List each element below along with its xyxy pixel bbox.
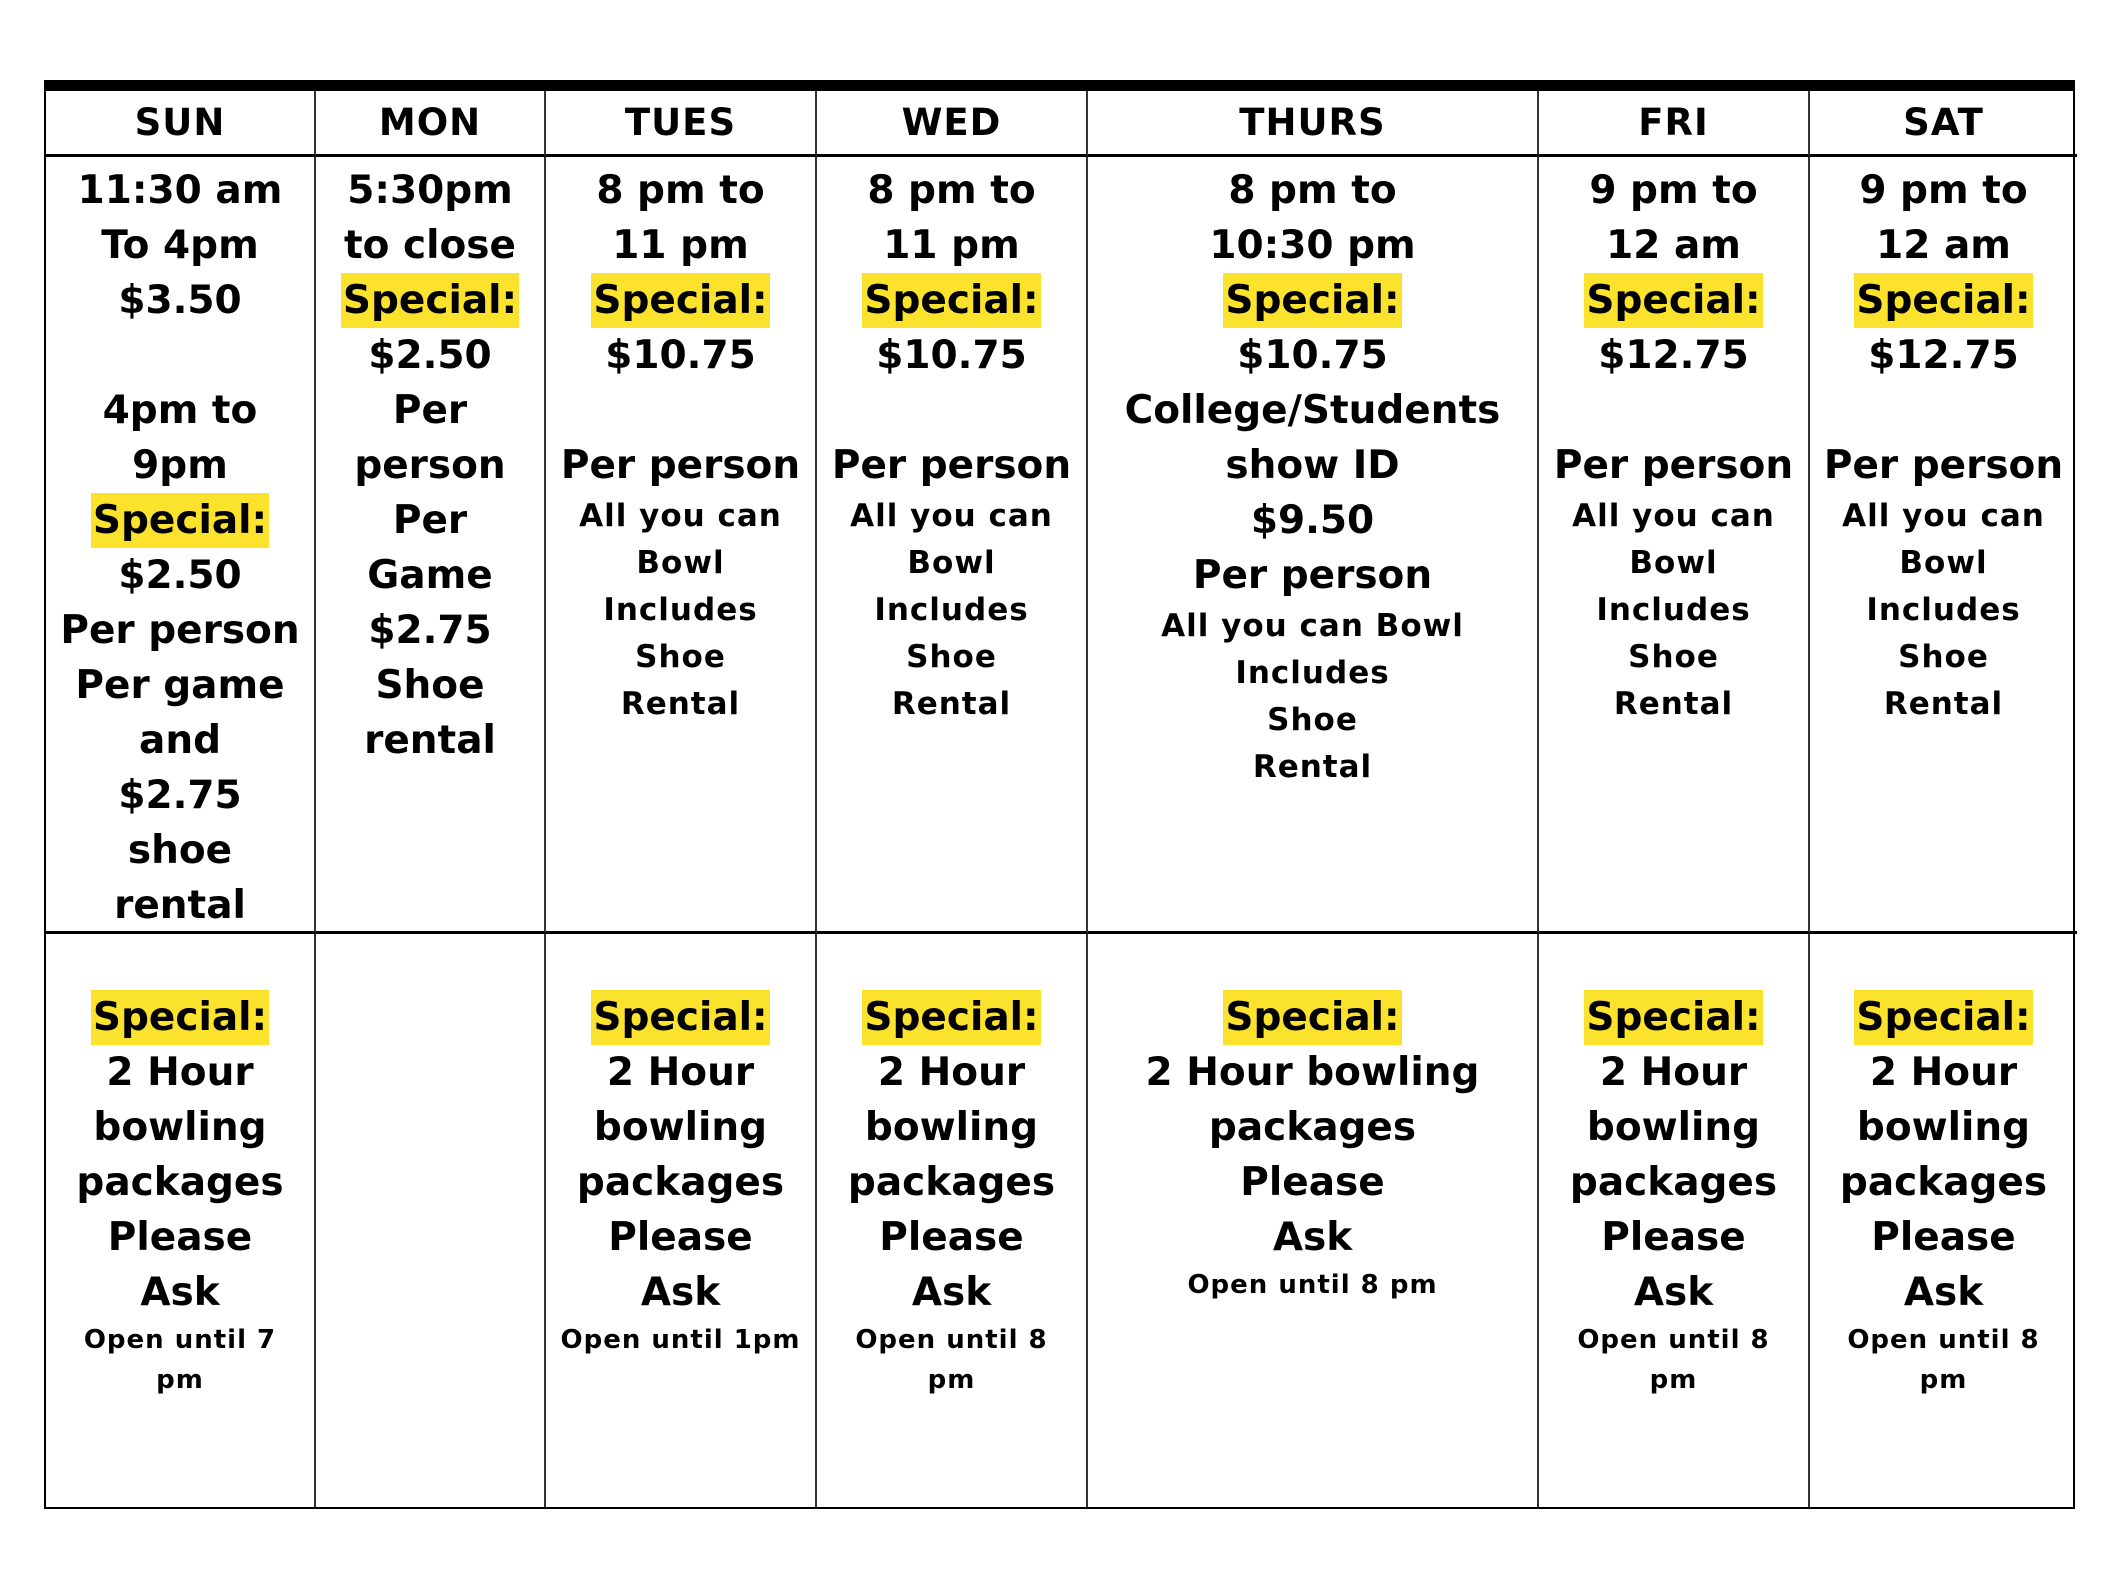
special-highlight: Special:	[591, 273, 769, 328]
schedule-line: Per person	[560, 443, 801, 488]
schedule-line: Shoe	[1267, 702, 1358, 738]
schedule-line: $9.50	[1250, 498, 1375, 543]
weekly-schedule-table	[44, 80, 2075, 1509]
schedule-line: 2 Hour	[106, 1050, 254, 1095]
schedule-line: $2.75	[118, 773, 242, 818]
schedule-line: bowling	[864, 1105, 1039, 1150]
schedule-line: Open until 1pm	[560, 1325, 801, 1355]
schedule-line: pm	[1919, 1365, 1968, 1395]
special-highlight: Special:	[1854, 990, 2032, 1045]
hours-pricing-cell-mon	[316, 157, 546, 934]
schedule-line: Shoe	[375, 663, 485, 708]
schedule-line: bowling	[1856, 1105, 2031, 1150]
schedule-line: 11 pm	[883, 223, 1020, 268]
schedule-line: 2 Hour	[877, 1050, 1026, 1095]
spacer	[46, 328, 314, 383]
schedule-line: $2.75	[368, 608, 492, 653]
schedule-line: Open until 7	[83, 1325, 277, 1355]
schedule-line: Please	[608, 1215, 753, 1260]
package-cell-thurs	[1088, 934, 1539, 1507]
package-cell-tues	[546, 934, 817, 1507]
special-highlight: Special:	[1223, 273, 1401, 328]
special-highlight: Special:	[1854, 273, 2032, 328]
schedule-line: 11 pm	[612, 223, 749, 268]
package-cell-sat	[1810, 934, 2077, 1507]
schedule-line: 2 Hour bowling	[1145, 1050, 1480, 1095]
schedule-line: Please	[879, 1215, 1024, 1260]
schedule-line: 2 Hour	[1869, 1050, 2018, 1095]
schedule-line: Please	[1871, 1215, 2016, 1260]
schedule-line: Includes	[1596, 592, 1751, 628]
schedule-line: Rental	[891, 686, 1012, 722]
schedule-line: pm	[1649, 1365, 1698, 1395]
schedule-line: Per person	[831, 443, 1072, 488]
schedule-line: 8 pm to	[596, 168, 765, 213]
schedule-line: Shoe	[906, 639, 997, 675]
schedule-line: Ask	[911, 1270, 992, 1315]
day-header-wed: WED	[817, 91, 1088, 157]
package-cell-fri	[1539, 934, 1810, 1507]
schedule-line: Per person	[1192, 553, 1433, 598]
special-line	[316, 273, 544, 328]
hours-pricing-cell-tues	[546, 157, 817, 934]
schedule-line: All you can	[850, 498, 1053, 534]
package-cell-sun	[46, 934, 316, 1507]
schedule-line: 5:30pm	[347, 168, 513, 213]
schedule-line: rental	[114, 883, 246, 928]
schedule-line: Ask	[1272, 1215, 1353, 1260]
hours-pricing-cell-fri	[1539, 157, 1810, 934]
special-line	[1810, 990, 2077, 1045]
spacer	[817, 383, 1086, 438]
schedule-line: Ask	[140, 1270, 220, 1315]
schedule-line: 2 Hour	[606, 1050, 755, 1095]
schedule-line: $3.50	[118, 278, 242, 323]
special-line	[1539, 990, 1808, 1045]
schedule-line: 2 Hour	[1599, 1050, 1748, 1095]
schedule-line: 9pm	[132, 443, 228, 488]
schedule-line: All you can	[1572, 498, 1775, 534]
schedule-line: $12.75	[1868, 333, 2019, 378]
schedule-line: Includes	[1235, 655, 1390, 691]
schedule-line: rental	[364, 718, 496, 763]
schedule-line: $10.75	[605, 333, 756, 378]
schedule-line: Bowl	[907, 545, 996, 581]
day-header-sat: SAT	[1810, 91, 2077, 157]
schedule-line: Ask	[640, 1270, 721, 1315]
special-line	[46, 990, 314, 1045]
schedule-line: $2.50	[118, 553, 242, 598]
schedule-line: packages	[76, 1160, 284, 1205]
schedule-line: $12.75	[1598, 333, 1749, 378]
schedule-line: Rental	[1883, 686, 2004, 722]
spacer	[546, 383, 815, 438]
schedule-line: All you can	[579, 498, 782, 534]
schedule-line: Rental	[1613, 686, 1734, 722]
special-highlight: Special:	[862, 990, 1040, 1045]
hours-pricing-cell-wed	[817, 157, 1088, 934]
schedule-line: packages	[1208, 1105, 1417, 1150]
schedule-line: packages	[1569, 1160, 1778, 1205]
special-highlight: Special:	[91, 990, 269, 1045]
schedule-line: pm	[927, 1365, 976, 1395]
schedule-line: 9 pm to	[1589, 168, 1758, 213]
schedule-line: packages	[576, 1160, 785, 1205]
schedule-line: 12 am	[1606, 223, 1741, 268]
special-highlight: Special:	[591, 990, 769, 1045]
special-highlight: Special:	[1584, 273, 1762, 328]
schedule-line: Bowl	[636, 545, 725, 581]
schedule-line: Per person	[1823, 443, 2064, 488]
special-highlight: Special:	[862, 273, 1040, 328]
day-header-mon: MON	[316, 91, 546, 157]
special-line	[46, 493, 314, 548]
package-cell-wed	[817, 934, 1088, 1507]
special-highlight: Special:	[91, 493, 269, 548]
special-line	[546, 990, 815, 1045]
package-cell-mon	[316, 934, 546, 1507]
schedule-line: Bowl	[1629, 545, 1718, 581]
schedule-line: Shoe	[1628, 639, 1719, 675]
schedule-line: pm	[156, 1365, 204, 1395]
special-line	[546, 273, 815, 328]
special-line	[1810, 273, 2077, 328]
schedule-line: Open until 8 pm	[1187, 1270, 1438, 1300]
schedule-line: Ask	[1633, 1270, 1714, 1315]
schedule-line: Shoe	[635, 639, 726, 675]
schedule-line: to close	[344, 223, 516, 268]
schedule-line: packages	[1839, 1160, 2048, 1205]
schedule-line: bowling	[593, 1105, 768, 1150]
schedule-line: Please	[1601, 1215, 1746, 1260]
schedule-line: Rental	[1252, 749, 1373, 785]
day-header-sun: SUN	[46, 91, 316, 157]
special-line	[1088, 990, 1537, 1045]
schedule-line: Open until 8	[1577, 1325, 1770, 1355]
schedule-line: Bowl	[1899, 545, 1988, 581]
schedule-line: 8 pm to	[867, 168, 1036, 213]
schedule-line: $10.75	[1237, 333, 1388, 378]
schedule-line: All you can	[1842, 498, 2045, 534]
schedule-line: 10:30 pm	[1209, 223, 1416, 268]
schedule-line: Rental	[620, 686, 741, 722]
schedule-line: show ID	[1225, 443, 1400, 488]
special-highlight: Special:	[1223, 990, 1401, 1045]
schedule-line: Per person	[1553, 443, 1794, 488]
schedule-line: person	[354, 443, 506, 488]
schedule-line: Per	[392, 388, 468, 433]
schedule-line: Shoe	[1898, 639, 1989, 675]
schedule-line: Per game	[75, 663, 285, 708]
hours-pricing-cell-thurs	[1088, 157, 1539, 934]
schedule-line: Per	[392, 498, 468, 543]
schedule-line: All you can Bowl	[1161, 608, 1464, 644]
schedule-line: shoe	[127, 828, 233, 873]
spacer	[1810, 383, 2077, 438]
schedule-line: Open until 8	[855, 1325, 1048, 1355]
schedule-line: Includes	[874, 592, 1029, 628]
special-line	[1088, 273, 1537, 328]
schedule-line: Please	[1240, 1160, 1385, 1205]
spacer	[1539, 383, 1808, 438]
special-line	[817, 990, 1086, 1045]
schedule-line: $2.50	[368, 333, 492, 378]
hours-pricing-cell-sun	[46, 157, 316, 934]
schedule-line: bowling	[1586, 1105, 1761, 1150]
schedule-line: Please	[107, 1215, 253, 1260]
special-highlight: Special:	[341, 273, 519, 328]
day-header-tues: TUES	[546, 91, 817, 157]
day-header-fri: FRI	[1539, 91, 1810, 157]
schedule-line: 12 am	[1876, 223, 2011, 268]
schedule-line: Includes	[1866, 592, 2021, 628]
schedule-line: Game	[367, 553, 493, 598]
schedule-line: Open until 8	[1847, 1325, 2040, 1355]
schedule-line: bowling	[93, 1105, 267, 1150]
schedule-line: 9 pm to	[1859, 168, 2028, 213]
day-header-thurs: THURS	[1088, 91, 1539, 157]
schedule-line: Per person	[60, 608, 300, 653]
schedule-line: 8 pm to	[1228, 168, 1397, 213]
schedule-line: packages	[847, 1160, 1056, 1205]
schedule-line: and	[139, 718, 221, 763]
schedule-line: Ask	[1903, 1270, 1984, 1315]
schedule-line: Includes	[603, 592, 758, 628]
schedule-line: $10.75	[876, 333, 1027, 378]
hours-pricing-cell-sat	[1810, 157, 2077, 934]
special-line	[817, 273, 1086, 328]
schedule-line: College/Students	[1124, 388, 1501, 433]
schedule-line: To 4pm	[101, 223, 259, 268]
schedule-line: 4pm to	[102, 388, 258, 433]
special-highlight: Special:	[1584, 990, 1762, 1045]
special-line	[1539, 273, 1808, 328]
schedule-line: 11:30 am	[77, 168, 283, 213]
